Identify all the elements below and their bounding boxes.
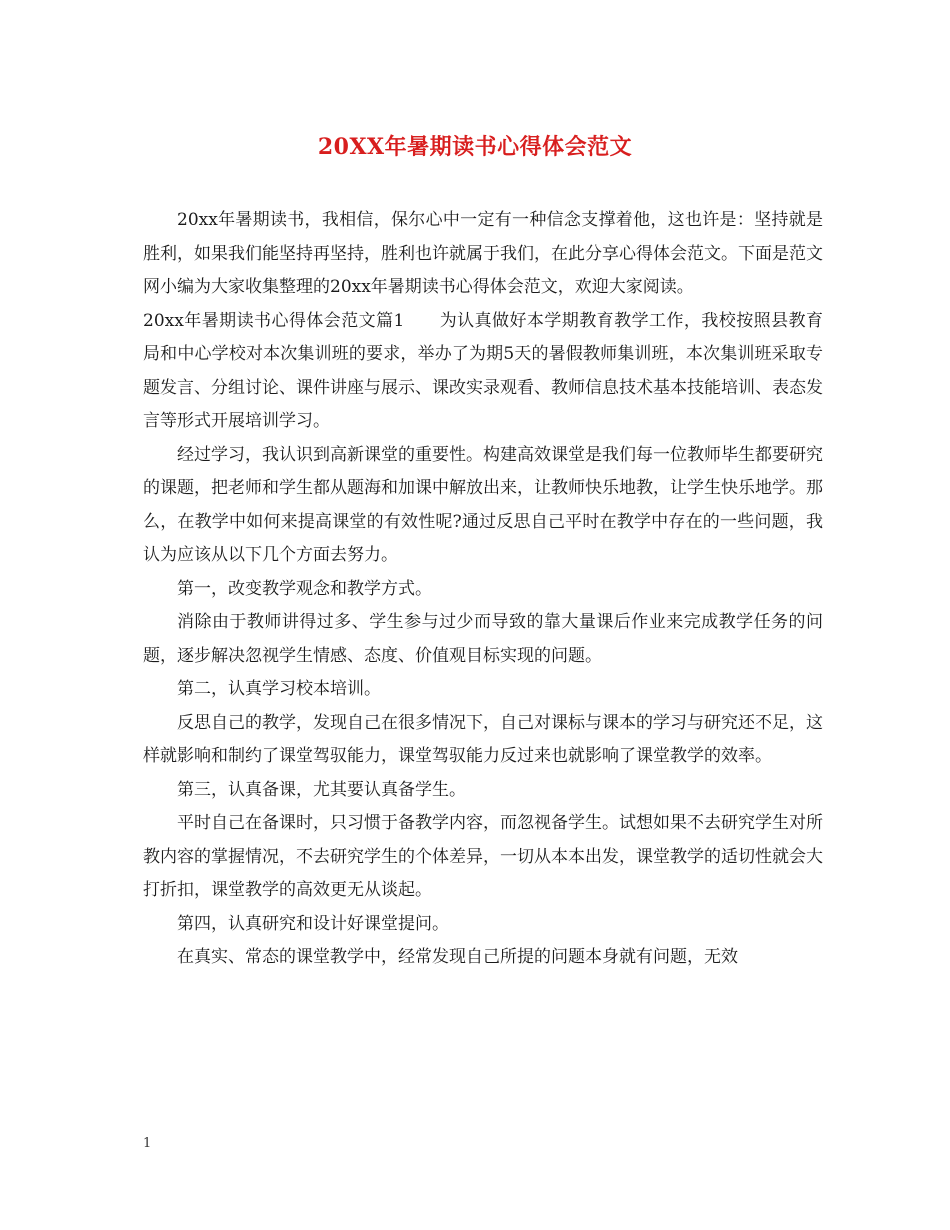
paragraph-3: 经过学习，我认识到高新课堂的重要性。构建高效课堂是我们每一位教师毕生都要研究的课题，把老师和学生都从题海和加课中解放出来，让教师快乐地教，让学生快乐地学。那么，在教学中如何来提高课堂的有效性呢?通过反思自己平时在教学中存在的一些问题，我认为应该从以下几个方面去努力。: [143, 444, 823, 565]
paragraph-11: 在真实、常态的课堂教学中，经常发现自己所提的问题本身就有问题，无效: [177, 947, 738, 967]
document-title: 20XX年暑期读书心得体会范文: [317, 134, 633, 160]
paragraph-9: 平时自己在备课时，只习惯于备教学内容，而忽视备学生。试想如果不去研究学生对所教内容的掌握情况，不去研究学生的个体差异，一切从本本出发，课堂教学的适切性就会大打折扣，课堂教学的高效更无从谈起。: [143, 813, 823, 900]
paragraph-6: 第二，认真学习校本培训。: [177, 679, 381, 699]
paragraph-7: 反思自己的教学，发现自己在很多情况下，自己对课标与课本的学习与研究还不足，这样就影响和制约了课堂驾驭能力，课堂驾驭能力反过来也就影响了课堂教学的效率。: [143, 712, 823, 766]
paragraph-5: 消除由于教师讲得过多、学生参与过少而导致的靠大量课后作业来完成教学任务的问题，逐步解决忽视学生情感、态度、价值观目标实现的问题。: [143, 612, 823, 666]
paragraph-10: 第四，认真研究和设计好课堂提问。: [177, 913, 449, 934]
page-number: 1: [143, 1136, 152, 1151]
document-body: [143, 204, 823, 975]
paragraph-1: 20xx年暑期读书，我相信，保尔心中一定有一种信念支撑着他，这也许是：坚持就是胜利，如果我们能坚持再坚持，胜利也许就属于我们，在此分享心得体会范文。下面是范文网小编为大家收集整理的20xx年暑期读书心得体会范文，欢迎大家阅读。: [143, 210, 823, 297]
paragraph-4: 第一，改变教学观念和教学方式。: [177, 578, 432, 599]
paragraph-8: 第三，认真备课，尤其要认真备学生。: [177, 779, 466, 800]
paragraph-2: 20xx年暑期读书心得体会范文篇1 为认真做好本学期教育教学工作，我校按照县教育局和中心学校对本次集训班的要求，举办了为期5天的暑假教师集训班，本次集训班采取专题发言、分组讨论、课件讲座与展示、课改实录观看、教师信息技术基本技能培训、表态发言等形式开展培训学习。: [143, 310, 823, 431]
